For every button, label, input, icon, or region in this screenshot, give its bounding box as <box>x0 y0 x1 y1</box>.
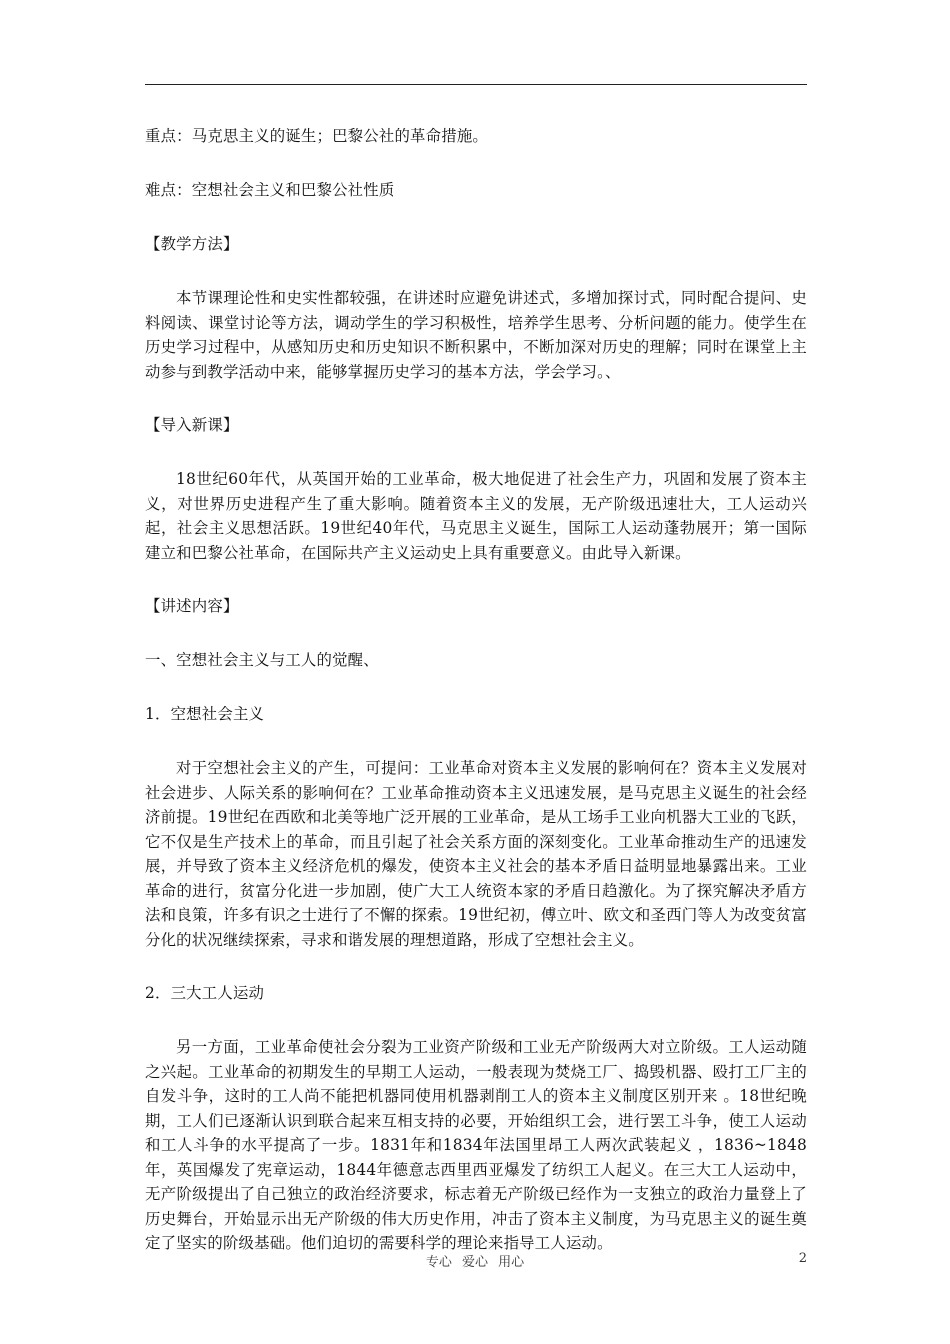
heading-workers-movements: 2．三大工人运动 <box>145 984 265 1002</box>
teaching-method-paragraph: 本节课理论性和史实性都较强，在讲述时应避免讲述式，多增加探讨式，同时配合提问、史料阅读、课堂讨论等方法，调动学生的学习积极性，培养学生思考、分析问题的能力。使学生在历史学习过程中，从感知历史和历史知识不断积累中，不断加深对历史的理解；同时在课堂上主动参与到教学活动中来，能够掌握历史学习的基本方法，学会学习。、 <box>145 289 807 381</box>
difficulties: 难点：空想社会主义和巴黎公社性质 <box>145 181 395 199</box>
introduction-paragraph: 18世纪60年代，从英国开始的工业革命，极大地促进了社会生产力，巩固和发展了资本主义，对世界历史进程产生了重大影响。随着资本主义的发展，无产阶级迅速壮大，工人运动兴起，社会主义思想活跃。19世纪40年代，马克思主义诞生，国际工人运动蓬勃展开；第一国际建立和巴黎公社革命，在国际共产主义运动史上具有重要意义。由此导入新课。 <box>145 470 807 562</box>
workers-movements-paragraph: 另一方面，工业革命使社会分裂为工业资产阶级和工业无产阶级两大对立阶级。工人运动随之兴起。工业革命的初期发生的早期工人运动，一般表现为焚烧工厂、捣毁机器、殴打工厂主的自发斗争，这时的工人尚不能把机器同使用机器剥削工人的资本主义制度区别开来 。18世纪晚期，工人们已逐渐认识到联合起来互相支持的必要，开始组织工会，进行罢工斗争，使工人运动和工人斗争的水平提高了一步。1831年和1834年法国里昂工人两次武装起义 ，1836~1848年，英国爆发了宪章运动，1844年德意志西里西亚爆发了纺织工人起义。在三大工人运动中，无产阶级提出了自己独立的政治经济要求，标志着无产阶级已经作为一支独立的政治力量登上了历史舞台，开始显示出无产阶级的伟大历史作用，冲击了资本主义制度，为马克思主义的诞生奠定了坚实的阶级基础。他们迫切的需要科学的理论来指导工人运动。 <box>145 1038 807 1252</box>
heading-utopian-socialism: 1．空想社会主义 <box>145 705 265 723</box>
section-lecture: 【讲述内容】 <box>145 597 239 615</box>
heading-part-one: 一、空想社会主义与工人的觉醒、 <box>145 651 379 669</box>
utopian-socialism-paragraph: 对于空想社会主义的产生，可提问：工业革命对资本主义发展的影响何在？资本主义发展对社会进步、人际关系的影响何在？工业革命推动资本主义迅速发展，是马克思主义诞生的社会经济前提。19世纪在西欧和北美等地广泛开展的工业革命，是从工场手工业向机器大工业的飞跃，它不仅是生产技术上的革命，而且引起了社会关系方面的深刻变化。工业革命推动生产的迅速发展，并导致了资本主义经济危机的爆发，使资本主义社会的基本矛盾日益明显地暴露出来。工业革命的进行，贫富分化进一步加剧，使广大工人统资本家的矛盾日趋激化。为了探究解决矛盾方法和良策，许多有识之士进行了不懈的探索。19世纪初，傅立叶、欧文和圣西门等人为改变贫富分化的状况继续探索，寻求和谐发展的理想道路，形成了空想社会主义。 <box>145 759 807 949</box>
header-rule <box>145 84 807 85</box>
section-introduction: 【导入新课】 <box>145 416 239 434</box>
document-body <box>145 124 807 1285</box>
page-number: 2 <box>798 1251 807 1266</box>
key-points: 重点：马克思主义的诞生；巴黎公社的革命措施。 <box>145 127 488 145</box>
footer-slogan: 专心 爱心 用心 <box>425 1255 525 1270</box>
section-teaching-method: 【教学方法】 <box>145 235 239 253</box>
